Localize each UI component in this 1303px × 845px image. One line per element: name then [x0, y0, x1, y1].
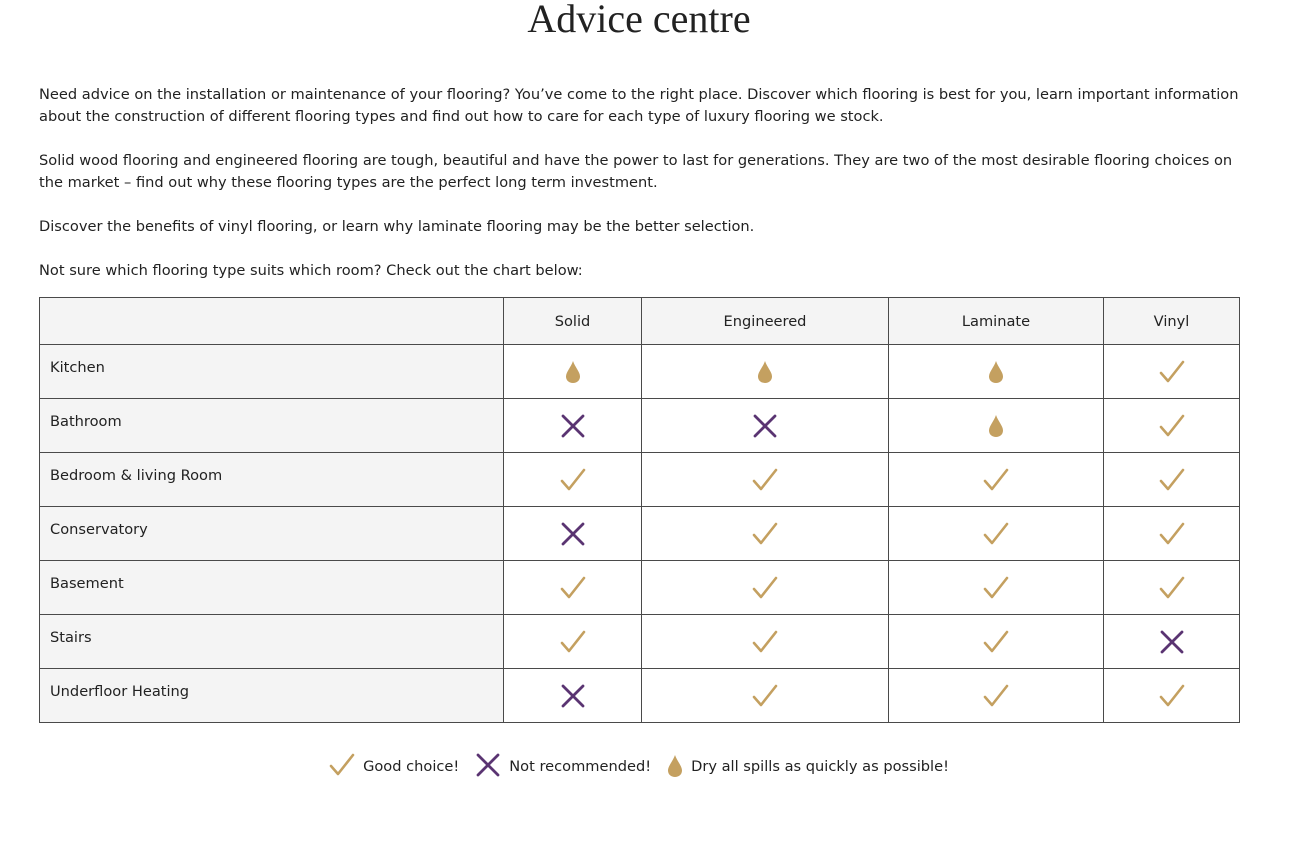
legend-item-spills — [667, 754, 949, 778]
cross-icon — [560, 521, 586, 547]
legend-item-good — [329, 752, 459, 778]
table-row — [40, 561, 1240, 615]
check-icon — [1159, 683, 1185, 709]
table-row — [40, 399, 1240, 453]
table-row — [40, 615, 1240, 669]
water-drop-icon — [988, 414, 1004, 438]
cell-vinyl — [1104, 615, 1240, 669]
cross-icon — [752, 413, 778, 439]
table-body — [40, 345, 1240, 723]
water-drop-icon — [565, 360, 581, 384]
water-drop-icon — [757, 360, 773, 384]
legend — [0, 752, 1278, 778]
check-icon — [560, 575, 586, 601]
cell-engineered — [642, 399, 889, 453]
room-label: Bathroom — [40, 399, 504, 453]
cross-icon — [560, 683, 586, 709]
cell-engineered — [642, 669, 889, 723]
intro-paragraph-chart: Not sure which flooring type suits which room? Check out the chart below: — [39, 262, 583, 279]
room-label: Bedroom & living Room — [40, 453, 504, 507]
legend-label: Dry all spills as quickly as possible! — [691, 758, 949, 775]
check-icon — [752, 629, 778, 655]
legend-item-not-recommended — [475, 752, 651, 778]
check-icon — [1159, 575, 1185, 601]
cell-solid — [504, 453, 642, 507]
check-icon — [1159, 359, 1185, 385]
table-row — [40, 453, 1240, 507]
cell-laminate — [889, 399, 1104, 453]
cell-engineered — [642, 453, 889, 507]
cross-icon — [1159, 629, 1185, 655]
check-icon — [1159, 413, 1185, 439]
cell-laminate — [889, 453, 1104, 507]
check-icon — [560, 467, 586, 493]
intro-paragraph-installation: Need advice on the installation or maintenance of your flooring? You’ve come to the right place. Discover which flooring is best for you, learn important information about the construction of different flooring types and find out how to care for each type of luxury flooring we stock. — [39, 86, 1239, 125]
cell-laminate — [889, 345, 1104, 399]
cell-vinyl — [1104, 453, 1240, 507]
page-title: Advice centre — [527, 0, 751, 41]
flooring-suitability-table — [39, 297, 1240, 723]
cell-laminate — [889, 507, 1104, 561]
cell-solid — [504, 507, 642, 561]
check-icon — [752, 467, 778, 493]
column-header-solid: Solid — [504, 298, 642, 345]
cell-solid — [504, 345, 642, 399]
water-drop-icon — [988, 360, 1004, 384]
check-icon — [752, 575, 778, 601]
intro-text — [39, 84, 1249, 304]
intro-paragraph-vinyl: Discover the benefits of vinyl flooring, or learn why laminate flooring may be the better selection. — [39, 218, 755, 235]
check-icon — [983, 521, 1009, 547]
room-label: Conservatory — [40, 507, 504, 561]
table-header-row — [40, 298, 1240, 345]
column-header-laminate: Laminate — [889, 298, 1104, 345]
table-row — [40, 669, 1240, 723]
check-icon — [329, 752, 355, 778]
cell-vinyl — [1104, 507, 1240, 561]
cell-solid — [504, 669, 642, 723]
table-row — [40, 507, 1240, 561]
cell-laminate — [889, 561, 1104, 615]
cell-laminate — [889, 669, 1104, 723]
check-icon — [1159, 467, 1185, 493]
table-row — [40, 345, 1240, 399]
check-icon — [560, 629, 586, 655]
cell-laminate — [889, 615, 1104, 669]
cell-engineered — [642, 507, 889, 561]
legend-label: Good choice! — [363, 758, 460, 775]
cell-solid — [504, 399, 642, 453]
check-icon — [752, 521, 778, 547]
room-label: Basement — [40, 561, 504, 615]
cell-engineered — [642, 345, 889, 399]
cell-vinyl — [1104, 561, 1240, 615]
room-label: Underfloor Heating — [40, 669, 504, 723]
check-icon — [983, 575, 1009, 601]
check-icon — [1159, 521, 1185, 547]
check-icon — [752, 683, 778, 709]
water-drop-icon — [667, 754, 683, 778]
column-header-engineered: Engineered — [642, 298, 889, 345]
check-icon — [983, 629, 1009, 655]
cell-solid — [504, 615, 642, 669]
cell-engineered — [642, 615, 889, 669]
cell-engineered — [642, 561, 889, 615]
column-header-vinyl: Vinyl — [1104, 298, 1240, 345]
check-icon — [983, 683, 1009, 709]
cell-vinyl — [1104, 669, 1240, 723]
check-icon — [983, 467, 1009, 493]
legend-label: Not recommended! — [509, 758, 652, 775]
cell-vinyl — [1104, 345, 1240, 399]
room-label: Stairs — [40, 615, 504, 669]
intro-paragraph-wood: Solid wood flooring and engineered flooring are tough, beautiful and have the power to last for generations. They are two of the most desirable flooring choices on the market – find out why these flooring types are the perfect long term investment. — [39, 152, 1233, 191]
cell-vinyl — [1104, 399, 1240, 453]
cross-icon — [560, 413, 586, 439]
room-label: Kitchen — [40, 345, 504, 399]
cross-icon — [475, 752, 501, 778]
column-header-room — [40, 298, 504, 345]
cell-solid — [504, 561, 642, 615]
